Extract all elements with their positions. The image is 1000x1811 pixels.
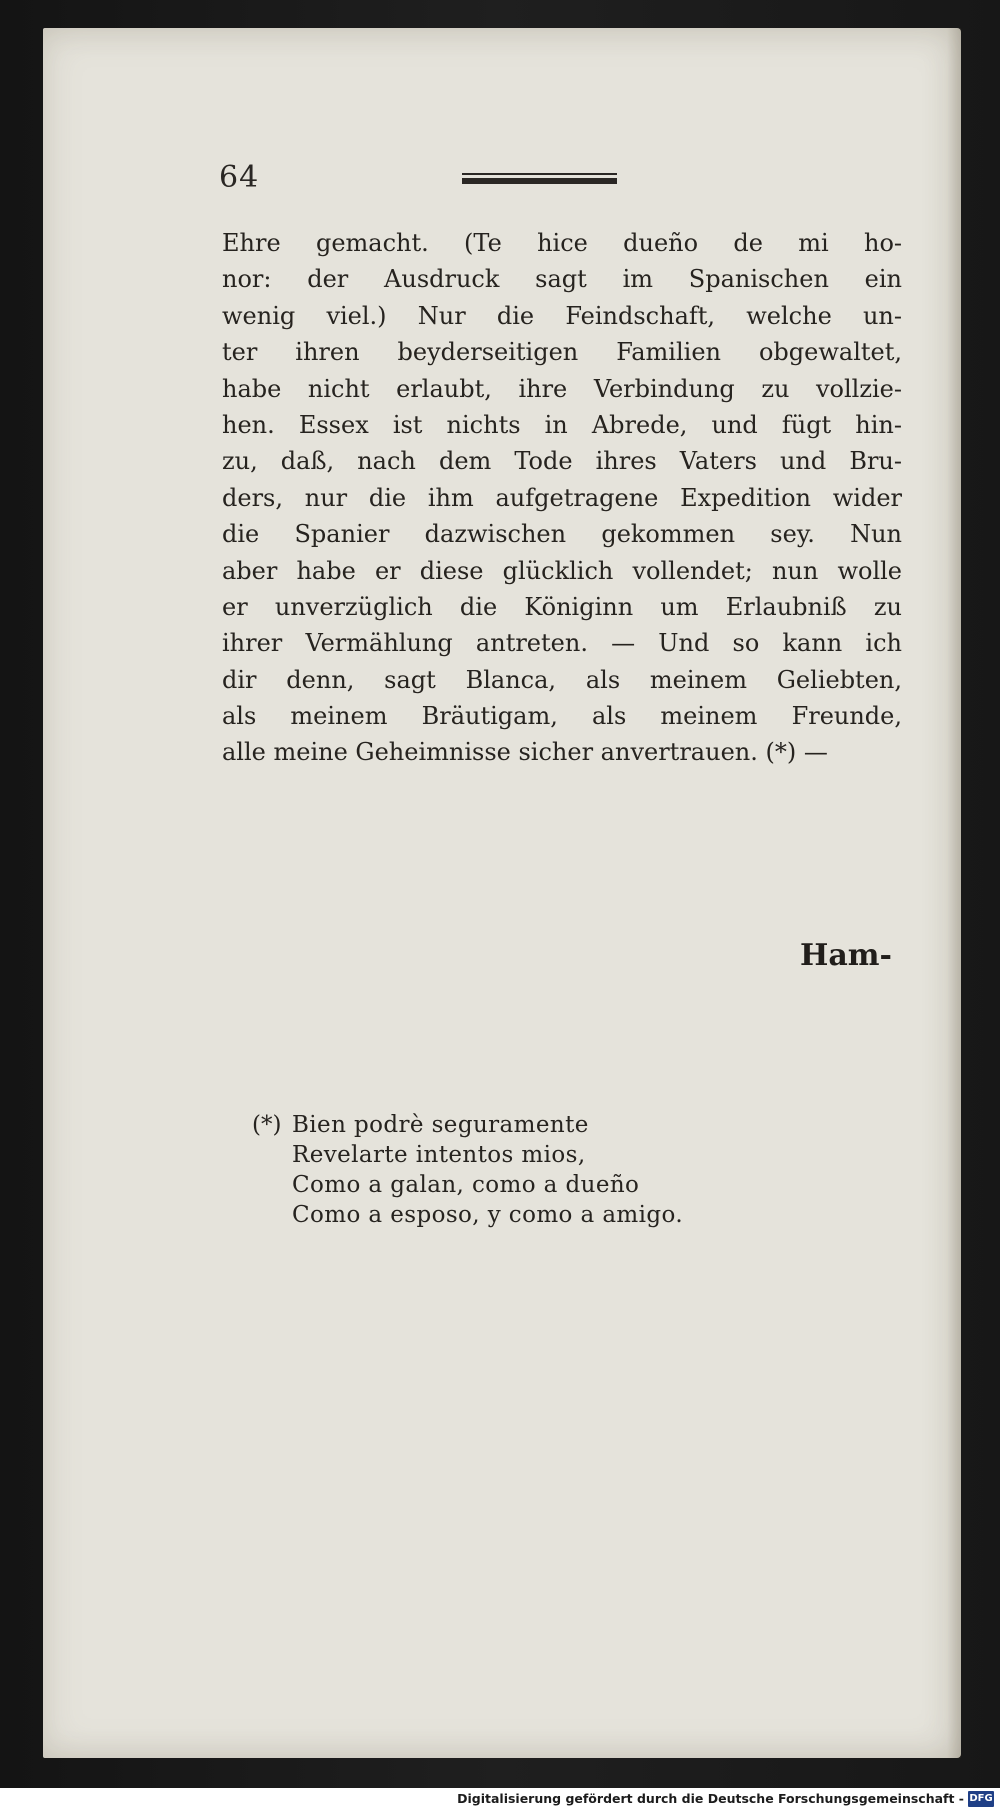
header-rule-thick (462, 178, 617, 184)
digitization-footer (0, 1788, 1000, 1811)
text-line: dir denn, sagt Blanca, als meinem Geliebten, (222, 665, 902, 694)
text-line: als meinem Bräutigam, als meinem Freunde, (222, 702, 902, 731)
text-line: ders, nur die ihm aufgetragene Expedition wider (222, 483, 902, 512)
page-edge-shadow (947, 28, 961, 1758)
text-line: er unverzüglich die Königinn um Erlaubniß zu (222, 592, 902, 621)
footnote (252, 1110, 684, 1230)
text-line: die Spanier dazwischen gekommen sey. Nun (222, 520, 902, 549)
text-line: aber habe er diese glücklich vollendet; nun wolle (222, 556, 902, 585)
page-number: 64 (219, 160, 260, 195)
footnote-marker: (*) (252, 1112, 282, 1138)
catchword: Ham- (800, 938, 892, 973)
footnote-line: Como a esposo, y como a amigo. (292, 1202, 684, 1228)
text-line: nor: der Ausdruck sagt im Spanischen ein (222, 265, 902, 294)
main-text-block (222, 225, 902, 771)
text-line: Ehre gemacht. (Te hice dueño de mi ho- (222, 229, 902, 257)
footnote-line: Como a galan, como a dueño (292, 1172, 640, 1198)
footnote-line: Bien podrè seguramente (292, 1112, 589, 1138)
footer-credit: Digitalisierung gefördert durch die Deutsche Forschungsgemeinschaft - (457, 1791, 964, 1806)
text-line: alle meine Geheimnisse sicher anvertrauen. (*) — (222, 738, 828, 767)
text-line: hen. Essex ist nichts in Abrede, und fügt hin- (222, 410, 902, 439)
text-line: ihrer Vermählung antreten. — Und so kann ich (222, 629, 902, 658)
text-line: zu, daß, nach dem Tode ihres Vaters und Bru- (222, 447, 902, 476)
text-line: ter ihren beyderseitigen Familien obgewaltet, (222, 338, 902, 367)
text-line: habe nicht erlaubt, ihre Verbindung zu vollzie- (222, 374, 902, 403)
header-rule-thin (462, 173, 617, 175)
footnote-line: Revelarte intentos mios, (292, 1142, 586, 1168)
dfg-logo-icon: DFG (968, 1791, 994, 1807)
header-rule (462, 173, 617, 185)
text-line: wenig viel.) Nur die Feindschaft, welche un- (222, 301, 902, 330)
